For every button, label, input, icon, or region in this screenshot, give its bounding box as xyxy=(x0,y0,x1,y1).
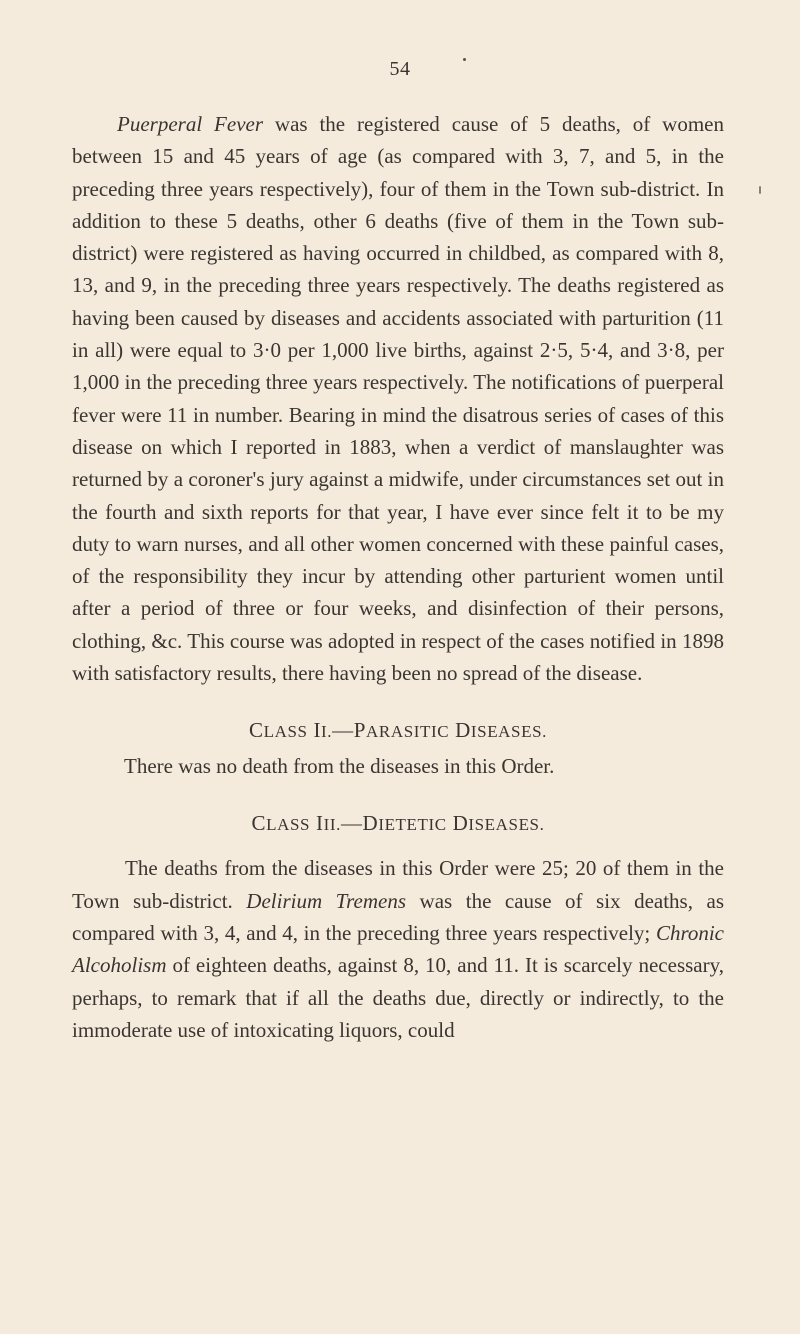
paragraph-text: of eighteen deaths, against 8, 10, and 11. It is scarcely necessary, perhaps, to remark that if all the deaths due, directly or indirectly, to the immoderate use of intoxicating liquors, could xyxy=(72,953,724,1042)
section-heading-class-iii xyxy=(72,811,724,836)
heading-dash: — xyxy=(332,718,354,743)
section-heading-class-ii xyxy=(72,718,724,743)
class-ii-text: There was no death from the diseases in this Order. xyxy=(124,754,555,779)
heading-title: DIETETIC DISEASES. xyxy=(362,811,545,836)
ink-mark xyxy=(759,186,761,194)
body-text xyxy=(72,108,724,1046)
italic-term: Delirium Tremens xyxy=(246,888,407,913)
italic-term: Puerperal Fever xyxy=(117,112,264,136)
heading-title: PARASITIC DISEASES. xyxy=(353,718,547,743)
paragraph-text: was the cause of six deaths, as compared with 3, 4, and 4, in the preceding three years respectively; xyxy=(72,888,724,945)
heading-class-label: CLASS II. xyxy=(248,718,333,743)
page-number: 54 xyxy=(389,58,411,80)
italic-term: Chronic Alcoholism xyxy=(72,920,724,978)
paragraph-text: The deaths from the diseases in this Order were 25; 20 of them in the Town sub-district. xyxy=(72,856,724,913)
heading-class-label: CLASS III. xyxy=(251,811,341,836)
heading-dash: — xyxy=(340,811,363,836)
paragraph-text: was the registered cause of 5 deaths, of women between 15 and 45 years of age (as compared with 3, 7, and 5, in the preceding three years respectively), four of them in the Town sub-district. In addition to these 5 deaths, other 6 deaths (five of them in the Town sub-district) were registered as having occurred in childbed, as compared with 8, 13, and 9, in the preceding three years respectively. The deaths registered as having been caused by diseases and accidents associated with parturition (11 in all) were equal to 3·0 per 1,000 live births, against 2·5, 5·4, and 3·8, per 1,000 in the preceding three years respectively. The notifications of puerperal fever were 11 in number. Bearing in mind the disatrous series of cases of this disease on which I reported in 1883, when a verdict of manslaughter was returned by a coroner's jury against a midwife, under circumstances set out in the fourth and sixth reports for that year, I have ever since felt it to be my duty to warn nurses, and all other women concerned with these painful cases, of the responsibility they incur by attending other parturient women until after a period of three or four weeks, and disinfection of their persons, clothing, &c. This course was adopted in respect of the cases notified in 1898 with satisfactory results, there having been no spread of the disease. xyxy=(72,112,724,686)
ink-speck xyxy=(463,58,466,61)
paragraph-puerperal-fever xyxy=(72,108,724,689)
paragraph-dietetic-diseases xyxy=(72,852,724,1046)
